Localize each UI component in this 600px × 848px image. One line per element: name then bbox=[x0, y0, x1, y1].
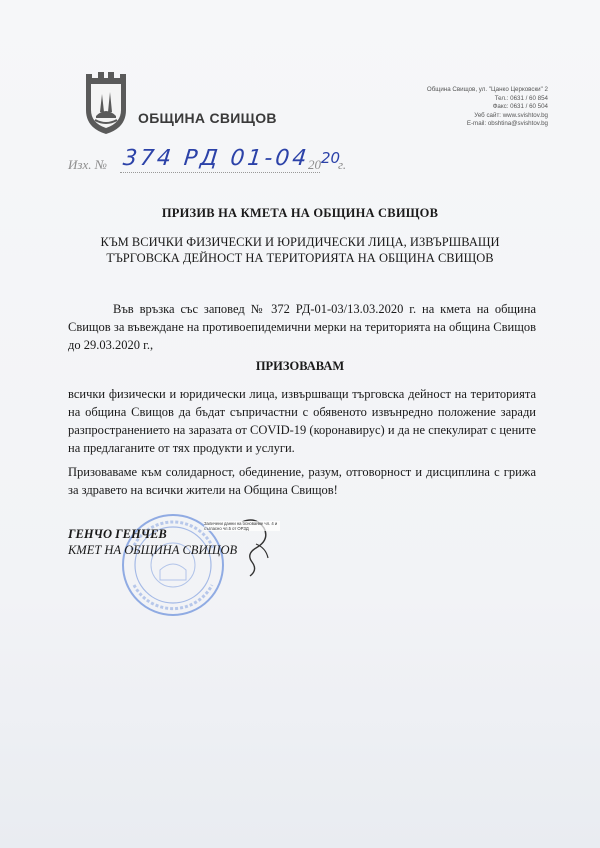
appeal-heading: ПРИЗОВАВАМ bbox=[255, 359, 345, 373]
document-title: ПРИЗИВ НА КМЕТА НА ОБЩИНА СВИЩОВ bbox=[161, 206, 439, 220]
paragraph-intro: Във връзка със заповед № 372 РД-01-03/13.03.2020 г. на кмета на община Свищов за въвеждане на противоепидемични мерки на територията на община Свищов до 29.03.2020 г., bbox=[68, 302, 536, 352]
reference-year-handwritten: 20 bbox=[321, 149, 341, 167]
document-subtitle: КЪМ ВСИЧКИ ФИЗИЧЕСКИ И ЮРИДИЧЕСКИ ЛИЦА, ИЗВЪРШВАЩИ ТЪРГОВСКА ДЕЙНОСТ НА ТЕРИТОРИЯТА НА ОБЩИНА СВИЩОВ bbox=[100, 235, 500, 265]
signatory-name: ГЕНЧО ГЕНЧЕВ bbox=[68, 527, 167, 541]
contact-email: E-mail: obshtina@svishtov.bg bbox=[466, 120, 548, 128]
contact-address: Община Свищов, ул. "Цанко Церковски" 2 bbox=[426, 86, 548, 93]
contact-website: Уеб сайт: www.svishtov.bg bbox=[474, 111, 548, 119]
paragraph-call: Призоваваме към солидарност, обединение, разум, отговорност и дисциплина с грижа за здравето на всички жители на Община Свищов! bbox=[68, 465, 536, 497]
redaction-note: Заличени данни на основание чл. 4 и съгласно чл.5 от ОРЗД bbox=[204, 521, 280, 531]
reference-label: Изх. № bbox=[68, 157, 107, 172]
reference-handwritten-number: 374 РД 01-04 bbox=[121, 146, 311, 171]
reference-year-suffix: г. bbox=[338, 157, 347, 172]
organization-name: ОБЩИНА СВИЩОВ bbox=[138, 110, 277, 126]
contact-phone: Тел.: 0631 / 60 854 bbox=[494, 94, 548, 102]
contact-fax: Факс: 0631 / 60 504 bbox=[492, 103, 548, 111]
contact-block bbox=[427, 86, 548, 129]
reference-number-row bbox=[68, 148, 368, 176]
reference-year-prefix: 20 bbox=[308, 157, 321, 172]
reference-dotted-line bbox=[120, 172, 320, 173]
municipality-crest-logo bbox=[82, 70, 130, 136]
signatory-title: КМЕТ НА ОБЩИНА СВИЩОВ bbox=[68, 543, 238, 557]
paragraph-appeal: всички физически и юридически лица, извършващи търговска дейност на територията на община Свищов да бъдат съпричастни с обявеното извънредно положение заради разпространението на заразата от COVID-19 (коронавирус) и да не спекулират с цените на предлаганите от тях продукти и услуги. bbox=[68, 387, 536, 455]
